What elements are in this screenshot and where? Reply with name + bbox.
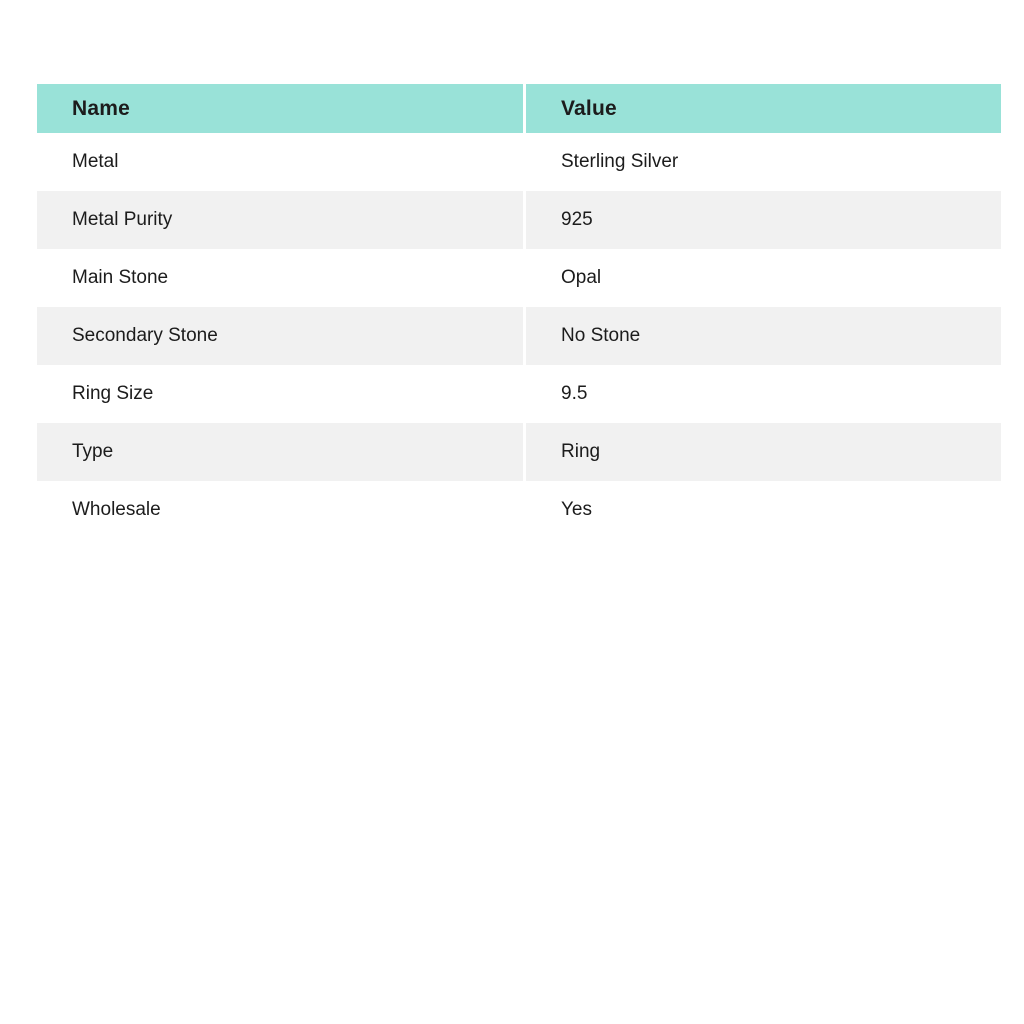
attribute-name: Wholesale	[72, 499, 161, 520]
attribute-name: Secondary Stone	[72, 325, 218, 346]
attribute-value: 925	[561, 209, 593, 230]
attribute-value-cell	[526, 423, 1001, 481]
attribute-value-cell	[526, 307, 1001, 365]
attribute-name: Type	[72, 441, 114, 462]
table-row	[37, 481, 1001, 539]
attribute-name: Ring Size	[72, 383, 154, 404]
attribute-name-cell	[37, 481, 523, 539]
table-row	[37, 191, 1001, 249]
attribute-name: Metal	[72, 151, 119, 172]
attribute-name-cell	[37, 249, 523, 307]
attribute-value: Opal	[561, 267, 602, 288]
table-row	[37, 133, 1001, 191]
product-attributes-table	[37, 84, 1001, 539]
table-row	[37, 307, 1001, 365]
attribute-value-cell	[526, 191, 1001, 249]
attribute-name-cell	[37, 191, 523, 249]
attribute-name-cell	[37, 307, 523, 365]
attribute-name-cell	[37, 133, 523, 191]
attribute-value: Sterling Silver	[561, 151, 679, 172]
attribute-name: Main Stone	[72, 267, 169, 288]
table-row	[37, 249, 1001, 307]
attribute-value-cell	[526, 481, 1001, 539]
table-row	[37, 423, 1001, 481]
attribute-name: Metal Purity	[72, 209, 173, 230]
attribute-value-cell	[526, 133, 1001, 191]
header-cell-name	[37, 84, 523, 133]
attribute-value: 9.5	[561, 383, 588, 404]
header-value-label: Value	[561, 96, 617, 120]
attribute-value: Ring	[561, 441, 601, 462]
table-row	[37, 365, 1001, 423]
attribute-value: Yes	[561, 499, 592, 520]
attribute-name-cell	[37, 423, 523, 481]
attribute-value-cell	[526, 365, 1001, 423]
header-cell-value	[526, 84, 1001, 133]
attribute-name-cell	[37, 365, 523, 423]
table-header-row	[37, 84, 1001, 133]
header-name-label: Name	[72, 96, 130, 120]
attribute-value: No Stone	[561, 325, 641, 346]
attribute-value-cell	[526, 249, 1001, 307]
